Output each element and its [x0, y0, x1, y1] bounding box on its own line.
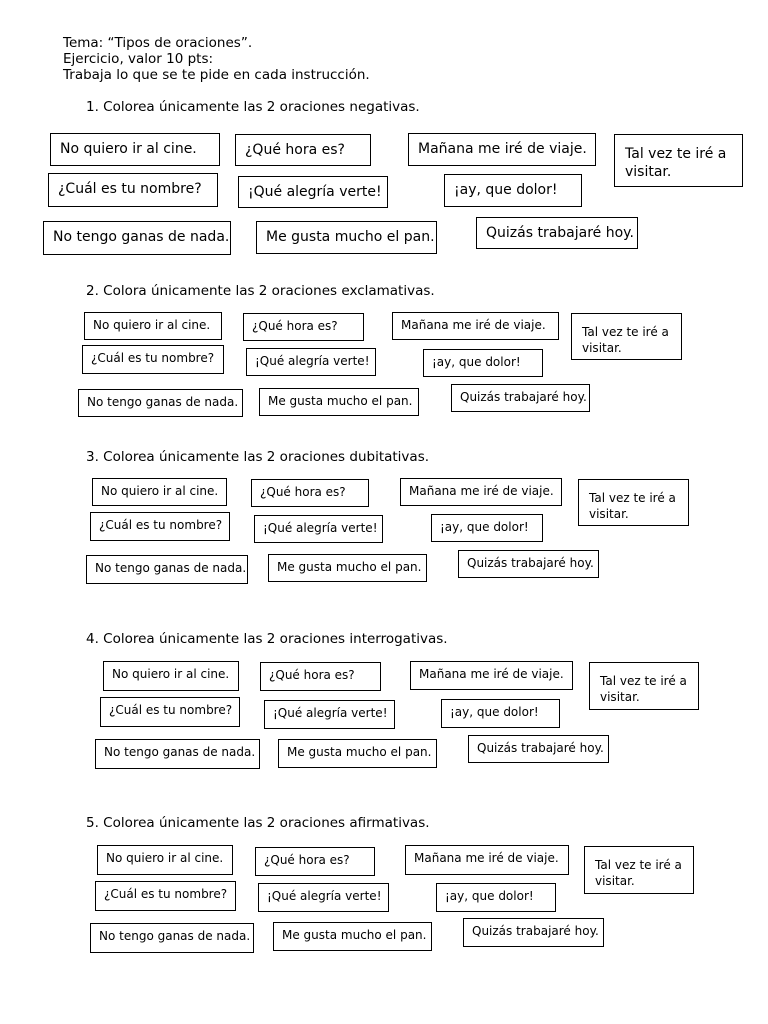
sentence-text: Mañana me iré de viaje. [414, 851, 559, 865]
exercise-3-sentence-no-quiero-ir-box[interactable] [92, 478, 227, 506]
exercise-1-instruction: 1. Colorea únicamente las 2 oraciones negativas. [86, 99, 420, 115]
exercise-4-sentence-no-ganas-box[interactable] [95, 739, 260, 769]
exercise-3-sentence-quizas-trabajare-box[interactable] [458, 550, 599, 578]
exercise-2-instruction: 2. Colora únicamente las 2 oraciones exclamativas. [86, 283, 435, 299]
sentence-text: ¡ay, que dolor! [450, 705, 539, 719]
exercise-value-line: Ejercicio, valor 10 pts: [63, 51, 214, 67]
exercise-5-sentence-ay-dolor-box[interactable] [436, 883, 556, 912]
sentence-text: Mañana me iré de viaje. [409, 484, 554, 498]
exercise-5-sentence-gusta-pan-box[interactable] [273, 922, 432, 951]
sentence-text: No quiero ir al cine. [106, 851, 224, 865]
exercise-4-sentence-gusta-pan-box[interactable] [278, 739, 437, 768]
exercise-1-sentence-ay-dolor-box[interactable] [444, 174, 582, 207]
sentence-text: Tal vez te iré a visitar. [625, 146, 727, 180]
sentence-text: ¡Qué alegría verte! [273, 706, 388, 720]
sentence-text: Tal vez te iré a visitar. [589, 491, 676, 521]
sentence-text: ¡ay, que dolor! [432, 355, 521, 369]
sentence-text: ¡Qué alegría verte! [267, 889, 382, 903]
sentence-text: Mañana me iré de viaje. [419, 667, 564, 681]
exercise-1-sentence-quizas-trabajare-box[interactable] [476, 217, 638, 249]
sentence-text: No quiero ir al cine. [93, 318, 211, 332]
exercise-4-sentence-que-alegria-box[interactable] [264, 700, 395, 729]
exercise-3-sentence-cual-nombre-box[interactable] [90, 512, 230, 541]
sentence-text: ¿Cuál es tu nombre? [109, 703, 233, 717]
sentence-text: Me gusta mucho el pan. [266, 229, 435, 245]
sentence-text: ¿Qué hora es? [245, 142, 345, 158]
sentence-text: Tal vez te iré a visitar. [595, 858, 682, 888]
exercise-5-sentence-manana-viaje-box[interactable] [405, 845, 569, 875]
sentence-text: Me gusta mucho el pan. [268, 394, 413, 408]
exercise-2-sentence-manana-viaje-box[interactable] [392, 312, 559, 340]
sentence-text: ¿Qué hora es? [252, 319, 338, 333]
exercise-5-sentence-cual-nombre-box[interactable] [95, 881, 236, 911]
sentence-text: No quiero ir al cine. [101, 484, 219, 498]
exercise-4-instruction: 4. Colorea únicamente las 2 oraciones interrogativas. [86, 631, 448, 647]
exercise-5-sentence-no-ganas-box[interactable] [90, 923, 254, 953]
sentence-text: Mañana me iré de viaje. [418, 141, 587, 157]
exercise-3-sentence-que-alegria-box[interactable] [254, 515, 383, 543]
exercise-3-sentence-manana-viaje-box[interactable] [400, 478, 562, 506]
sentence-text: Tal vez te iré a visitar. [600, 674, 687, 704]
exercise-3-sentence-que-hora-es-box[interactable] [251, 479, 369, 507]
topic-line: Tema: “Tipos de oraciones”. [63, 35, 253, 51]
exercise-3-sentence-tal-vez-visitar-box[interactable] [578, 479, 689, 526]
sentence-text: Me gusta mucho el pan. [287, 745, 432, 759]
exercise-4-sentence-no-quiero-ir-box[interactable] [103, 661, 239, 691]
sentence-text: Quizás trabajaré hoy. [460, 390, 587, 404]
exercise-5-sentence-quizas-trabajare-box[interactable] [463, 918, 604, 947]
exercise-2-sentence-que-alegria-box[interactable] [246, 348, 376, 376]
exercise-4-sentence-quizas-trabajare-box[interactable] [468, 735, 609, 763]
worksheet-header [63, 35, 370, 83]
exercise-5-sentence-que-alegria-box[interactable] [258, 883, 389, 912]
sentence-text: No tengo ganas de nada. [99, 929, 251, 943]
sentence-text: ¡Qué alegría verte! [248, 184, 382, 200]
sentence-text: No tengo ganas de nada. [104, 745, 256, 759]
exercise-3-sentence-ay-dolor-box[interactable] [431, 514, 543, 542]
exercise-5-sentence-que-hora-es-box[interactable] [255, 847, 375, 876]
exercise-5-instruction: 5. Colorea únicamente las 2 oraciones afirmativas. [86, 815, 430, 831]
exercise-3-instruction: 3. Colorea únicamente las 2 oraciones dubitativas. [86, 449, 430, 465]
exercise-1-sentence-que-hora-es-box[interactable] [235, 134, 371, 166]
sentence-text: ¡Qué alegría verte! [255, 354, 370, 368]
sentence-text: ¿Cuál es tu nombre? [99, 518, 223, 532]
exercise-4-sentence-tal-vez-visitar-box[interactable] [589, 662, 699, 710]
exercise-4-sentence-ay-dolor-box[interactable] [441, 699, 560, 728]
exercise-1-sentence-manana-viaje-box[interactable] [408, 133, 596, 166]
sentence-text: ¿Qué hora es? [269, 668, 355, 682]
sentence-text: ¡ay, que dolor! [440, 520, 529, 534]
exercise-3-sentence-gusta-pan-box[interactable] [268, 554, 427, 582]
exercise-3-sentence-no-ganas-box[interactable] [86, 555, 248, 584]
instructions-line: Trabaja lo que se te pide en cada instrucción. [63, 67, 370, 83]
exercise-1-sentence-cual-nombre-box[interactable] [48, 173, 218, 207]
sentence-text: No quiero ir al cine. [112, 667, 230, 681]
sentence-text: ¿Cuál es tu nombre? [91, 351, 215, 365]
exercise-1-sentence-tal-vez-visitar-box[interactable] [614, 134, 743, 187]
sentence-text: No quiero ir al cine. [60, 141, 197, 157]
sentence-text: Quizás trabajaré hoy. [467, 556, 594, 570]
sentence-text: Me gusta mucho el pan. [282, 928, 427, 942]
sentence-text: ¡ay, que dolor! [445, 889, 534, 903]
sentence-text: Mañana me iré de viaje. [401, 318, 546, 332]
exercise-2-sentence-no-ganas-box[interactable] [78, 389, 243, 417]
sentence-text: Me gusta mucho el pan. [277, 560, 422, 574]
exercise-1-sentence-no-ganas-box[interactable] [43, 221, 231, 255]
exercise-5-sentence-no-quiero-ir-box[interactable] [97, 845, 233, 875]
exercise-1-sentence-no-quiero-ir-box[interactable] [50, 133, 220, 166]
exercise-2-sentence-ay-dolor-box[interactable] [423, 349, 543, 377]
sentence-text: ¿Cuál es tu nombre? [58, 181, 202, 197]
sentence-text: Quizás trabajaré hoy. [486, 225, 634, 241]
sentence-text: ¡ay, que dolor! [454, 182, 558, 198]
exercise-2-sentence-que-hora-es-box[interactable] [243, 313, 364, 341]
sentence-text: Quizás trabajaré hoy. [472, 924, 599, 938]
sentence-text: ¡Qué alegría verte! [263, 521, 378, 535]
exercise-2-sentence-tal-vez-visitar-box[interactable] [571, 313, 682, 360]
sentence-text: Quizás trabajaré hoy. [477, 741, 604, 755]
sentence-text: No tengo ganas de nada. [95, 561, 247, 575]
sentence-text: No tengo ganas de nada. [87, 395, 239, 409]
sentence-text: No tengo ganas de nada. [53, 229, 230, 245]
exercise-4-sentence-que-hora-es-box[interactable] [260, 662, 381, 691]
exercise-2-sentence-quizas-trabajare-box[interactable] [451, 384, 590, 412]
exercise-4-sentence-manana-viaje-box[interactable] [410, 661, 573, 690]
sentence-text: ¿Qué hora es? [264, 853, 350, 867]
exercise-2-sentence-gusta-pan-box[interactable] [259, 388, 419, 416]
sentence-text: Tal vez te iré a visitar. [582, 325, 669, 355]
exercise-2-sentence-no-quiero-ir-box[interactable] [84, 312, 222, 340]
exercise-2-sentence-cual-nombre-box[interactable] [82, 345, 224, 374]
exercise-4-sentence-cual-nombre-box[interactable] [100, 697, 240, 727]
exercise-5-sentence-tal-vez-visitar-box[interactable] [584, 846, 694, 894]
sentence-text: ¿Qué hora es? [260, 485, 346, 499]
exercise-1-sentence-que-alegria-box[interactable] [238, 176, 388, 208]
exercise-1-sentence-gusta-pan-box[interactable] [256, 221, 437, 254]
sentence-text: ¿Cuál es tu nombre? [104, 887, 228, 901]
